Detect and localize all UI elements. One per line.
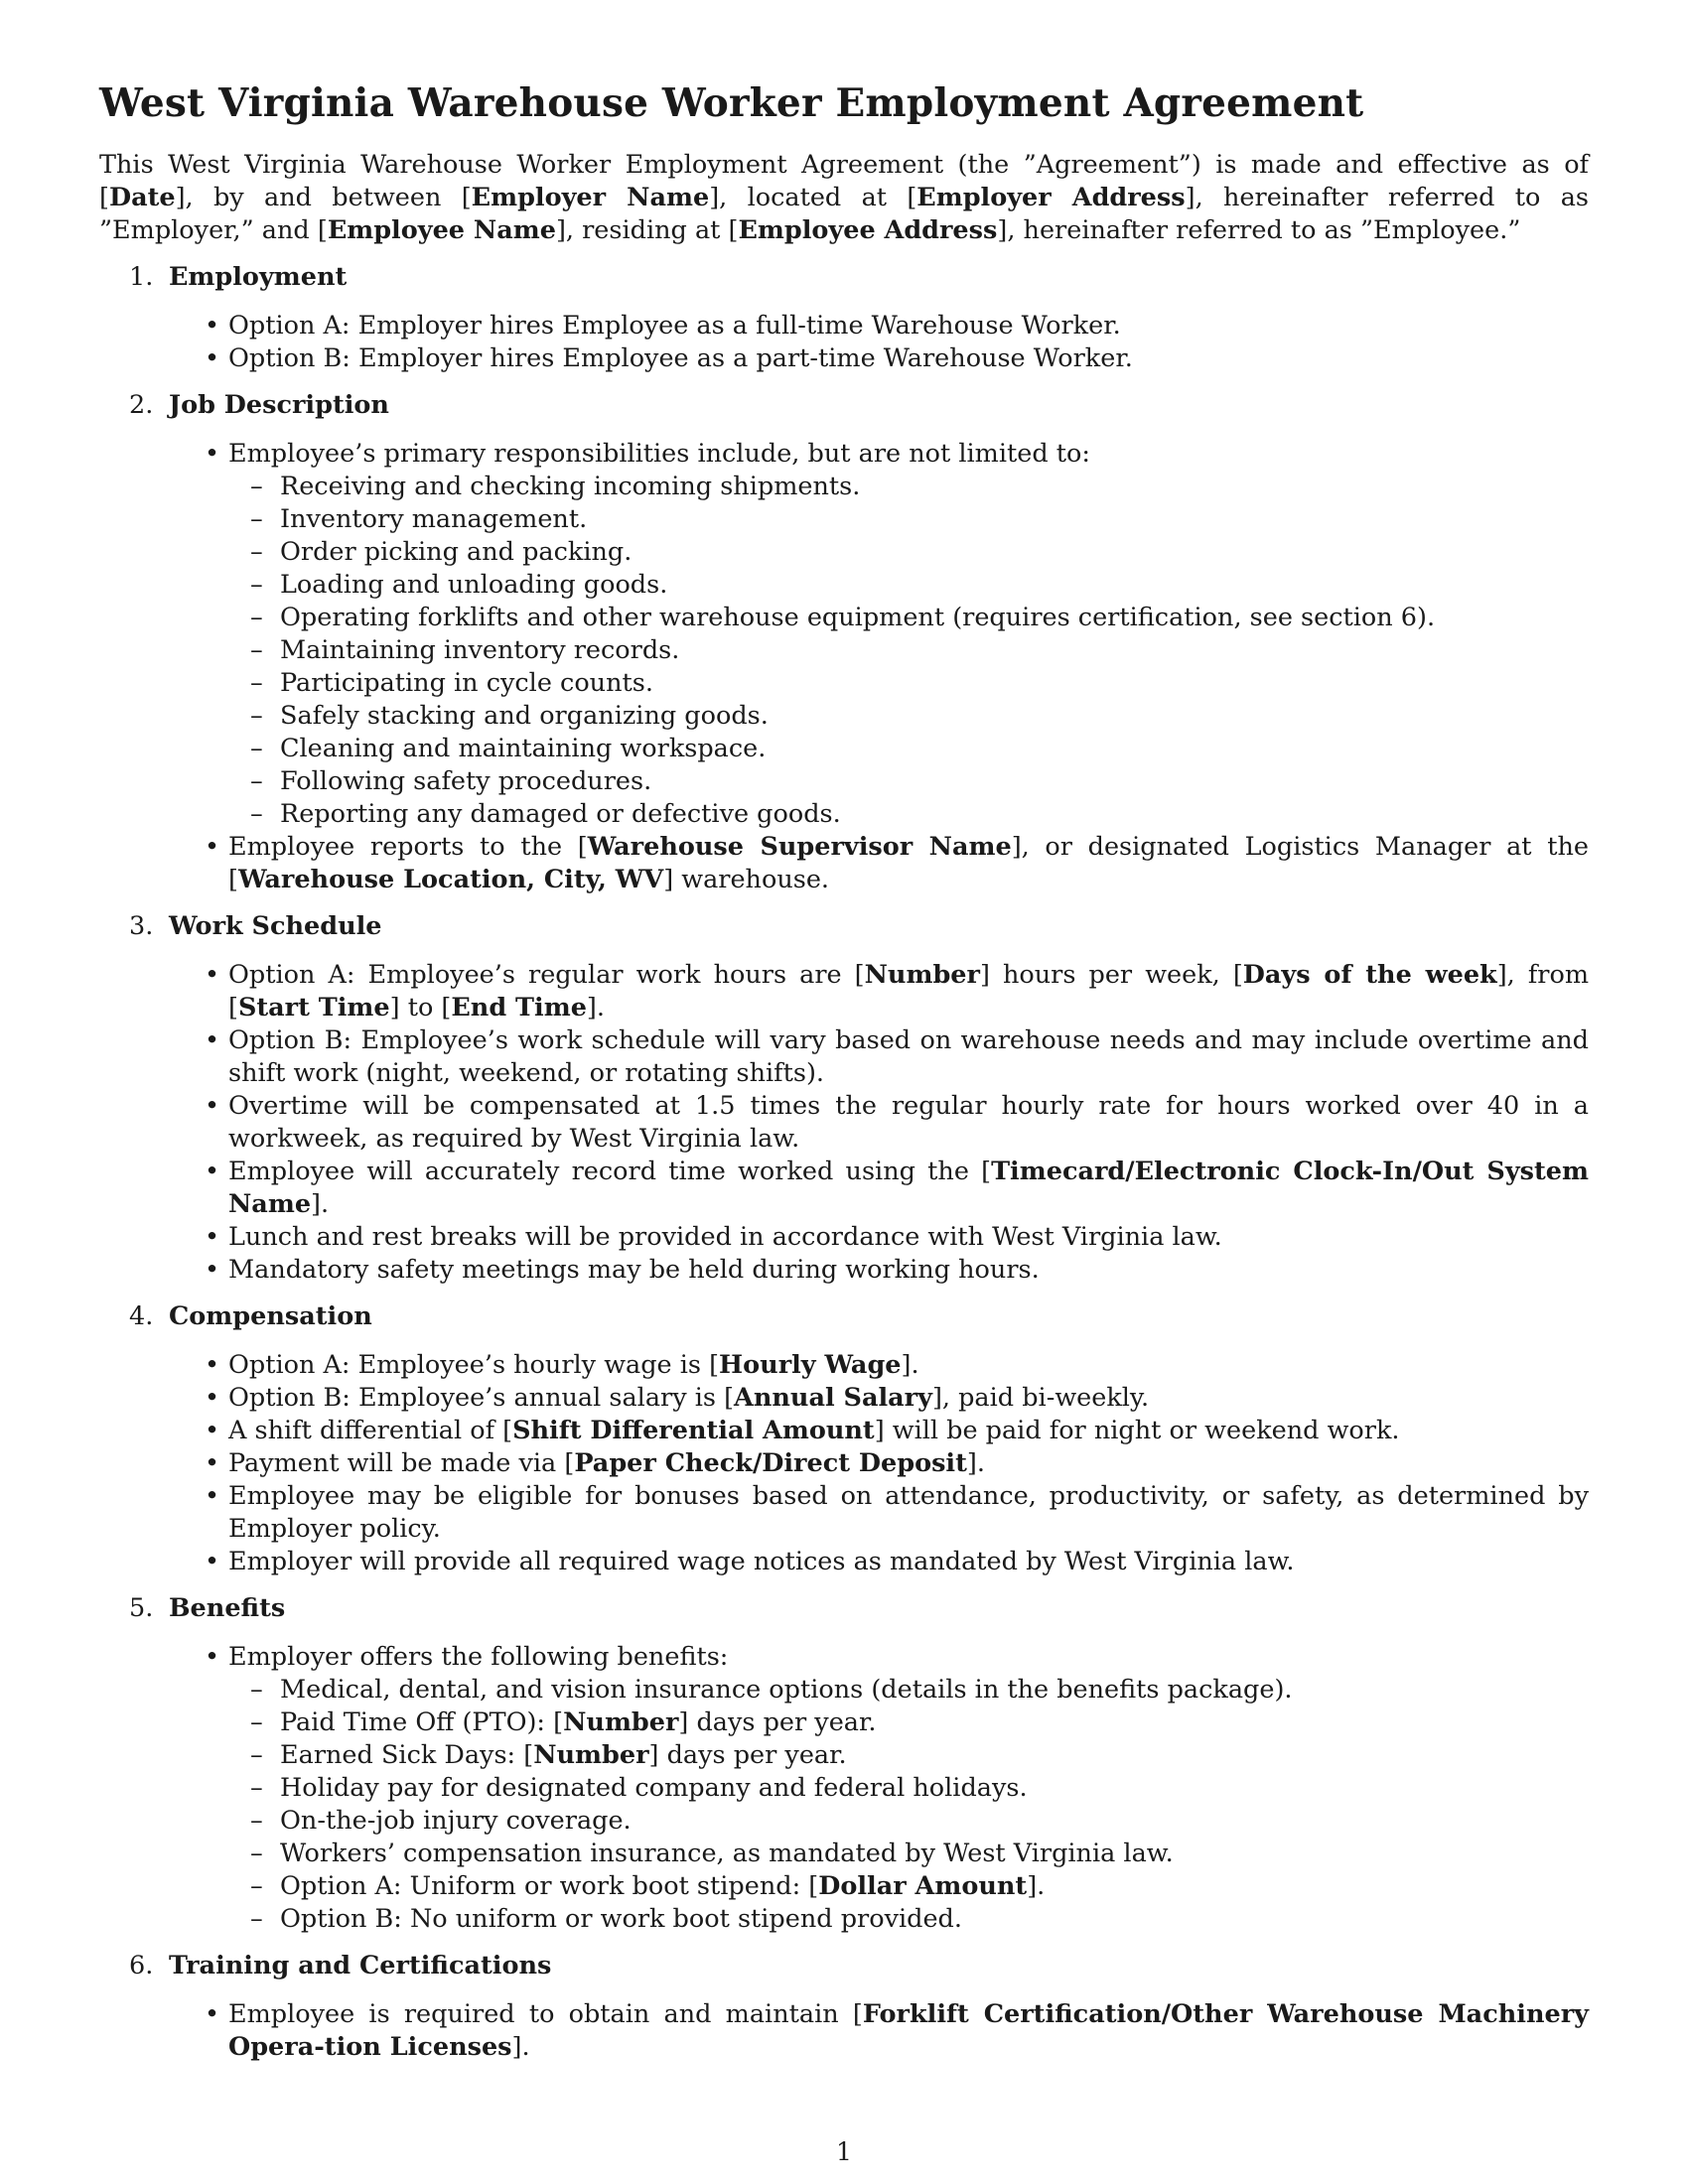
text-run: Receiving and checking incoming shipments. <box>280 472 861 501</box>
bullet-icon: • <box>205 1547 220 1576</box>
section-6 <box>99 1950 1589 2064</box>
text-run: Employer offers the following benefits: <box>228 1642 729 1672</box>
placeholder-field: End Time <box>451 993 587 1023</box>
text-run: On-the-job injury coverage. <box>280 1806 632 1836</box>
text-run: Lunch and rest breaks will be provided in accordance with West Virginia law. <box>228 1222 1222 1252</box>
text-run: ] to [ <box>389 993 452 1023</box>
sub-list-item <box>228 536 1589 569</box>
text-run: Participating in cycle counts. <box>280 668 653 698</box>
text-run: Operating forklifts and other warehouse equipment (requires certification, see section 6). <box>280 603 1436 632</box>
text-run: Order picking and packing. <box>280 537 633 567</box>
section-heading: Job Description <box>169 390 389 420</box>
text-run: Payment will be made via [ <box>228 1448 575 1478</box>
bullet-icon: • <box>205 1416 220 1445</box>
text-run: ]. <box>1027 1871 1046 1901</box>
text-run: ]. <box>511 2032 530 2062</box>
placeholder-field: Hourly Wage <box>719 1350 902 1380</box>
placeholder-field: Warehouse Location, City, WV <box>237 865 664 894</box>
bullet-icon: • <box>205 960 220 990</box>
text-run: ]. <box>901 1350 919 1380</box>
dash-icon: – <box>250 570 263 600</box>
text-run: ]. <box>586 993 605 1023</box>
sub-list-item <box>228 1706 1589 1739</box>
sub-list-item <box>228 1772 1589 1805</box>
text-run: ], paid bi-weekly. <box>931 1383 1150 1413</box>
sub-list-item <box>228 503 1589 536</box>
sub-list-item <box>228 765 1589 798</box>
text-run: Employer will provide all required wage notices as mandated by West Virginia law. <box>228 1547 1295 1576</box>
document-page <box>99 79 1589 2078</box>
text-run: Following safety procedures. <box>280 766 652 796</box>
sub-list-item <box>228 471 1589 503</box>
sub-list-item <box>228 569 1589 602</box>
sub-list <box>228 1674 1589 1936</box>
bullet-icon: • <box>205 1091 220 1121</box>
placeholder-field: Annual Salary <box>734 1383 932 1413</box>
sub-list-item <box>228 700 1589 733</box>
text-run: ], hereinafter referred to as ”Employer,” and [ <box>99 183 1589 245</box>
bullet-icon: • <box>205 439 220 469</box>
sub-list-item <box>228 1838 1589 1870</box>
bullet-list <box>169 438 1589 896</box>
bullet-icon: • <box>205 311 220 341</box>
placeholder-field: Paper Check/Direct Deposit <box>574 1448 967 1478</box>
list-item <box>169 1998 1589 2064</box>
list-item <box>169 1480 1589 1546</box>
text-run: ] days per year. <box>678 1707 877 1737</box>
bullet-icon: • <box>205 1481 220 1511</box>
bullet-icon: • <box>205 1025 220 1055</box>
text-run: Option B: Employer hires Employee as a part-time Warehouse Worker. <box>228 343 1133 373</box>
list-item <box>169 1546 1589 1578</box>
placeholder-field: Date <box>108 183 176 212</box>
section-number: 5. <box>129 1593 154 1623</box>
section-number: 4. <box>129 1301 154 1331</box>
list-item <box>169 1090 1589 1156</box>
dash-icon: – <box>250 472 263 501</box>
section-5 <box>99 1592 1589 1936</box>
bullet-list <box>169 310 1589 375</box>
bullet-icon: • <box>205 1157 220 1186</box>
text-run: Mandatory safety meetings may be held during working hours. <box>228 1255 1040 1285</box>
dash-icon: – <box>250 668 263 698</box>
section-heading: Employment <box>169 262 348 292</box>
text-run: Employee will accurately record time worked using the [ <box>228 1157 992 1186</box>
list-item <box>169 831 1589 896</box>
bullet-icon: • <box>205 1383 220 1413</box>
list-item <box>169 1349 1589 1382</box>
bullet-list <box>169 1641 1589 1936</box>
list-item <box>169 1221 1589 1254</box>
list-item <box>169 1156 1589 1221</box>
dash-icon: – <box>250 1904 263 1934</box>
placeholder-field: Employee Address <box>738 215 998 245</box>
placeholder-field: Employee Name <box>327 215 556 245</box>
placeholder-field: Number <box>563 1707 679 1737</box>
text-run: ]. <box>311 1189 330 1219</box>
text-run: ] warehouse. <box>663 865 830 894</box>
text-run: Employee is required to obtain and maintain [ <box>228 1999 863 2029</box>
section-heading: Training and Certifications <box>169 1951 552 1980</box>
section-number: 3. <box>129 911 154 941</box>
text-run: Option B: Employee’s work schedule will vary based on warehouse needs and may include overtime and shift work (night, weekend, or rotating shifts). <box>228 1025 1589 1088</box>
dash-icon: – <box>250 701 263 731</box>
text-run: ], or designated Logistics Manager at the [ <box>228 832 1589 894</box>
dash-icon: – <box>250 635 263 665</box>
text-run: Workers’ compensation insurance, as mandated by West Virginia law. <box>280 1839 1174 1868</box>
text-run: Holiday pay for designated company and federal holidays. <box>280 1773 1028 1803</box>
bullet-icon: • <box>205 1222 220 1252</box>
placeholder-field: Timecard/Electronic Clock-In/Out System Name <box>228 1157 1589 1219</box>
list-item <box>169 1254 1589 1287</box>
placeholder-field: Dollar Amount <box>818 1871 1028 1901</box>
sub-list-item <box>228 1870 1589 1903</box>
placeholder-field: Number <box>864 960 980 990</box>
text-run: Reporting any damaged or defective goods. <box>280 799 841 829</box>
list-item <box>169 1641 1589 1936</box>
text-run: ], located at [ <box>709 183 917 212</box>
dash-icon: – <box>250 799 263 829</box>
text-run: Overtime will be compensated at 1.5 times the regular hourly rate for hours worked over 40 in a workweek, as required by West Virginia law. <box>228 1091 1589 1154</box>
section-list <box>99 261 1589 2064</box>
placeholder-field: Employer Name <box>471 183 710 212</box>
list-item <box>169 959 1589 1024</box>
sub-list-item <box>228 1674 1589 1706</box>
sub-list-item <box>228 1903 1589 1936</box>
placeholder-field: Number <box>533 1740 649 1770</box>
sub-list-item <box>228 667 1589 700</box>
text-run: Cleaning and maintaining workspace. <box>280 734 767 763</box>
text-run: Option A: Uniform or work boot stipend: [ <box>280 1871 819 1901</box>
text-run: Inventory management. <box>280 504 588 534</box>
text-run: ] hours per week, [ <box>979 960 1243 990</box>
section-4 <box>99 1300 1589 1578</box>
sub-list-item <box>228 798 1589 831</box>
bullet-icon: • <box>205 1255 220 1285</box>
text-run: ] days per year. <box>648 1740 847 1770</box>
text-run: ], by and between [ <box>175 183 472 212</box>
bullet-icon: • <box>205 1350 220 1380</box>
text-run: ], hereinafter referred to as ”Employee.” <box>997 215 1521 245</box>
dash-icon: – <box>250 1707 263 1737</box>
text-run: Option B: Employee’s annual salary is [ <box>228 1383 735 1413</box>
placeholder-field: Shift Differential Amount <box>512 1416 875 1445</box>
bullet-icon: • <box>205 832 220 862</box>
list-item <box>169 1024 1589 1090</box>
placeholder-field: Forklift Certification/Other Warehouse Machinery Opera-tion Licenses <box>228 1999 1589 2062</box>
document-title: West Virginia Warehouse Worker Employment Agreement <box>99 80 1364 126</box>
bullet-list <box>169 1998 1589 2064</box>
sub-list <box>228 471 1589 831</box>
bullet-list <box>169 959 1589 1287</box>
dash-icon: – <box>250 1773 263 1803</box>
dash-icon: – <box>250 603 263 632</box>
placeholder-field: Warehouse Supervisor Name <box>587 832 1012 862</box>
list-item <box>169 1382 1589 1415</box>
text-run: ], from [ <box>228 960 1590 1023</box>
text-run: A shift differential of [ <box>228 1416 513 1445</box>
text-run: Option A: Employee’s hourly wage is [ <box>228 1350 720 1380</box>
text-run: ] will be paid for night or weekend work. <box>874 1416 1400 1445</box>
section-number: 1. <box>129 262 154 292</box>
dash-icon: – <box>250 766 263 796</box>
dash-icon: – <box>250 1740 263 1770</box>
text-run: ], residing at [ <box>555 215 739 245</box>
bullet-icon: • <box>205 343 220 373</box>
sub-list-item <box>228 602 1589 634</box>
sub-list-item <box>228 634 1589 667</box>
text-run: Employee’s primary responsibilities include, but are not limited to: <box>228 439 1090 469</box>
dash-icon: – <box>250 1839 263 1868</box>
text-run: This West Virginia Warehouse Worker Employment Agreement (the ”Agreement”) is made and effective as of [ <box>99 150 1589 212</box>
intro-paragraph <box>99 149 1589 247</box>
page-number: 1 <box>836 2137 852 2166</box>
text-run: Employee reports to the [ <box>228 832 588 862</box>
section-heading: Benefits <box>169 1593 286 1623</box>
section-number: 2. <box>129 390 154 420</box>
list-item <box>169 310 1589 342</box>
text-run: Option A: Employer hires Employee as a full-time Warehouse Worker. <box>228 311 1121 341</box>
text-run: Loading and unloading goods. <box>280 570 668 600</box>
text-run: Option A: Employee’s regular work hours are [ <box>228 960 865 990</box>
dash-icon: – <box>250 734 263 763</box>
dash-icon: – <box>250 504 263 534</box>
section-1 <box>99 261 1589 375</box>
bullet-icon: • <box>205 1448 220 1478</box>
section-number: 6. <box>129 1951 154 1980</box>
bullet-list <box>169 1349 1589 1578</box>
text-run: Option B: No uniform or work boot stipend provided. <box>280 1904 962 1934</box>
section-2 <box>99 389 1589 896</box>
text-run: ]. <box>966 1448 985 1478</box>
list-item <box>169 438 1589 831</box>
list-item <box>169 342 1589 375</box>
text-run: Paid Time Off (PTO): [ <box>280 1707 564 1737</box>
dash-icon: – <box>250 537 263 567</box>
section-heading: Work Schedule <box>169 911 382 941</box>
placeholder-field: Start Time <box>237 993 390 1023</box>
text-run: Safely stacking and organizing goods. <box>280 701 769 731</box>
dash-icon: – <box>250 1675 263 1705</box>
dash-icon: – <box>250 1871 263 1901</box>
sub-list-item <box>228 1739 1589 1772</box>
sub-list-item <box>228 1805 1589 1838</box>
placeholder-field: Days of the week <box>1242 960 1497 990</box>
text-run: Earned Sick Days: [ <box>280 1740 534 1770</box>
section-3 <box>99 910 1589 1287</box>
placeholder-field: Employer Address <box>916 183 1186 212</box>
list-item <box>169 1415 1589 1447</box>
text-run: Maintaining inventory records. <box>280 635 680 665</box>
bullet-icon: • <box>205 1642 220 1672</box>
sub-list-item <box>228 733 1589 765</box>
dash-icon: – <box>250 1806 263 1836</box>
bullet-icon: • <box>205 1999 220 2029</box>
text-run: Employee may be eligible for bonuses based on attendance, productivity, or safety, as determined by Employer policy. <box>228 1481 1589 1544</box>
list-item <box>169 1447 1589 1480</box>
section-heading: Compensation <box>169 1301 372 1331</box>
text-run: Medical, dental, and vision insurance options (details in the benefits package). <box>280 1675 1293 1705</box>
